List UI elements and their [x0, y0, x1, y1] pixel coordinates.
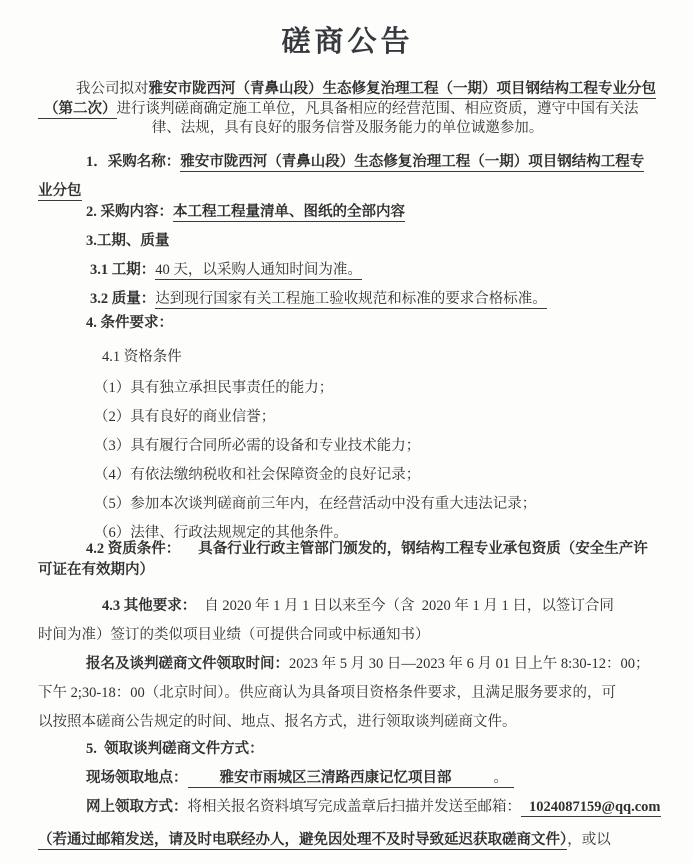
- credential-value-cont: 可证在有效期内）: [38, 561, 154, 578]
- online-collection: [38, 793, 661, 822]
- collection-time-line3: 以按照本磋商公告规定的时间、地点、报名方式，进行领取谈判磋商文件。: [38, 713, 517, 730]
- intro-line-2: [38, 100, 657, 120]
- credential-requirement: [38, 539, 657, 560]
- item3-duration: [38, 256, 657, 285]
- item1-procurement-name: [38, 148, 657, 177]
- onsite-location: 雅安市雨城区三清路西康记忆项目部: [219, 769, 452, 786]
- collection-time-line2: 下午 2;30-18：00（北京时间）。供应商认为具备项目资格条件要求，且满足服务要求的，可: [38, 684, 616, 701]
- intro-line-1: [38, 80, 657, 100]
- condition-3: （3）具有履行合同所必需的设备和专业技术能力；: [94, 437, 421, 454]
- duration-label: 3.1 工期：: [90, 261, 156, 278]
- intro-paragraph: [38, 80, 657, 139]
- collection-time: [38, 650, 657, 679]
- duration-value: 40 天，以采购人通知时间为准。: [155, 261, 362, 278]
- qualification-heading: 4.1 资格条件: [102, 348, 182, 365]
- note-tail: ，或以: [567, 831, 611, 848]
- quality-label: 3.2 质量：: [90, 290, 156, 307]
- collection-time-label: 报名及谈判磋商文件领取时间：: [86, 655, 289, 672]
- item1-value: 雅安市陇西河（青鼻山段）生态修复治理工程（一期）项目钢结构工程专: [180, 153, 645, 170]
- collection-time-value: 2023 年 5 月 30 日—2023 年 6 月 01 日上午 8:30-12：00；: [289, 655, 650, 672]
- project-name-underlined: 雅安市陇西河（青鼻山段）生态修复治理工程（一期）项目钢结构工程专业分包: [148, 81, 656, 97]
- onsite-suffix: 。: [493, 769, 508, 786]
- other-label: 4.3 其他要求：: [102, 597, 197, 614]
- other-requirement-cont: 时间为准）签订的类似项目业绩（可提供合同或中标通知书）: [38, 626, 430, 643]
- project-name-round2: （第二次）: [38, 101, 117, 119]
- item2-value: 本工程工程量清单、图纸的全部内容: [173, 203, 405, 220]
- email-note: （若通过邮箱发送，请及时电联经办人，避免因处理不及时导致延迟获取磋商文件）: [38, 831, 568, 848]
- onsite-location-underline: [188, 770, 515, 788]
- item1-value-cont: 业分包: [38, 182, 82, 199]
- email-address: 1024087159@qq.com: [521, 799, 661, 817]
- item2-procurement-content: [38, 198, 657, 227]
- online-desc: 将相关报名资料填写完成盖章后扫描并发送至邮箱：: [187, 798, 521, 815]
- item1-label: 1．采购名称：: [86, 153, 181, 170]
- intro-body: 进行谈判磋商确定施工单位，凡具备相应的经营范围、相应资质，遵守中国有关法: [116, 100, 639, 117]
- other-value: 自 2020 年 1 月 1 日以来至今（含 2020 年 1 月 1 日，以签订合同: [204, 597, 614, 614]
- condition-5: （5）参加本次谈判磋商前三年内，在经营活动中没有重大违法记录；: [94, 495, 537, 512]
- item2-label: 2. 采购内容：: [86, 203, 173, 220]
- item4-heading: 4. 条件要求：: [86, 314, 173, 331]
- credential-requirement-cont: [38, 560, 657, 581]
- item3-heading: 3.工期、质量: [86, 232, 170, 249]
- online-collection-note: [38, 826, 657, 855]
- intro-line-3: 律、法规，具有良好的服务信誉及服务能力的单位诚邀参加。: [151, 120, 544, 136]
- credential-value: 具备行业行政主管部门颁发的，钢结构工程专业承包资质（安全生产许: [198, 540, 648, 557]
- other-requirement: [38, 592, 657, 621]
- online-label: 网上领取方式：: [86, 798, 188, 815]
- onsite-collection: [38, 764, 657, 793]
- condition-2: （2）具有良好的商业信誉；: [94, 408, 276, 425]
- page-title: 磋商公告: [281, 26, 414, 58]
- onsite-label: 现场领取地点：: [86, 769, 188, 786]
- condition-4: （4）有依法缴纳税收和社会保障资金的良好记录；: [94, 466, 421, 483]
- item5-heading: 5. 领取谈判磋商文件方式：: [86, 740, 264, 757]
- condition-6: （6）法律、行政法规规定的其他条件。: [94, 524, 348, 541]
- credential-label: 4.2 资质条件：: [86, 540, 181, 557]
- condition-1: （1）具有独立承担民事责任的能力；: [94, 379, 334, 396]
- intro-prefix: 我公司拟对: [76, 81, 149, 97]
- quality-value: 达到现行国家有关工程施工验收规范和标准的要求合格标准。: [155, 290, 547, 307]
